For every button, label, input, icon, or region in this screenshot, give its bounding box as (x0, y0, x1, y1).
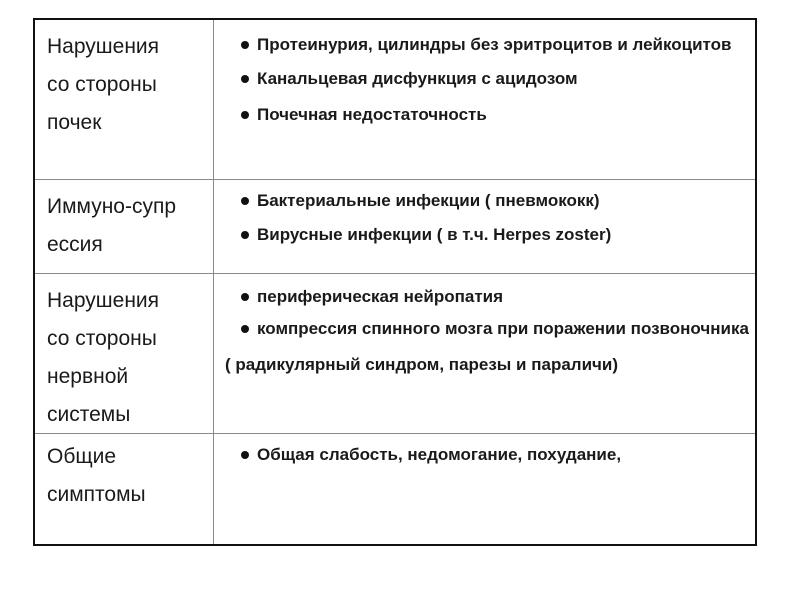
list-item (241, 186, 751, 216)
bullet-icon (241, 41, 249, 49)
table-row (35, 274, 755, 434)
row-items (241, 30, 751, 130)
list-item-text: Вирусные инфекции ( в т.ч. Herpes zoster) (257, 225, 612, 244)
bullet-icon (241, 293, 249, 301)
row-note: ( радикулярный синдром, парезы и параличи) (225, 355, 619, 374)
bullet-icon (241, 451, 249, 459)
list-item (241, 30, 751, 60)
list-item (241, 282, 751, 312)
list-item-text: компрессия спинного мозга при поражении позвоночника (257, 319, 749, 338)
table-row (35, 20, 755, 180)
list-item-text: Канальцевая дисфункция с ацидозом (257, 69, 578, 88)
row-category: Общие симптомы (47, 445, 146, 506)
list-item-text: Протеинурия, цилиндры без эритроцитов и лейкоцитов (257, 35, 732, 54)
row-items (241, 186, 751, 250)
list-item-text: периферическая нейропатия (257, 287, 504, 306)
row-items (241, 440, 751, 470)
list-item (241, 64, 751, 94)
row-category: Нарушения со стороны нервной системы (47, 289, 160, 426)
list-item-text: Бактериальные инфекции ( пневмококк) (257, 191, 600, 210)
symptoms-table (33, 18, 757, 546)
row-items (225, 282, 751, 380)
bullet-icon (241, 231, 249, 239)
list-item (241, 220, 751, 250)
bullet-icon (241, 325, 249, 333)
bullet-icon (241, 197, 249, 205)
table-row (35, 180, 755, 274)
list-item-text: Почечная недостаточность (257, 105, 487, 124)
list-item (241, 100, 751, 130)
list-item (241, 440, 751, 470)
table-row (35, 434, 755, 544)
row-category: Иммуно-супр ессия (47, 195, 177, 256)
bullet-icon (241, 75, 249, 83)
list-item-text: Общая слабость, недомогание, похудание, (257, 445, 622, 464)
bullet-icon (241, 111, 249, 119)
list-item (241, 314, 751, 344)
row-category: Нарушения со стороны почек (47, 35, 160, 134)
